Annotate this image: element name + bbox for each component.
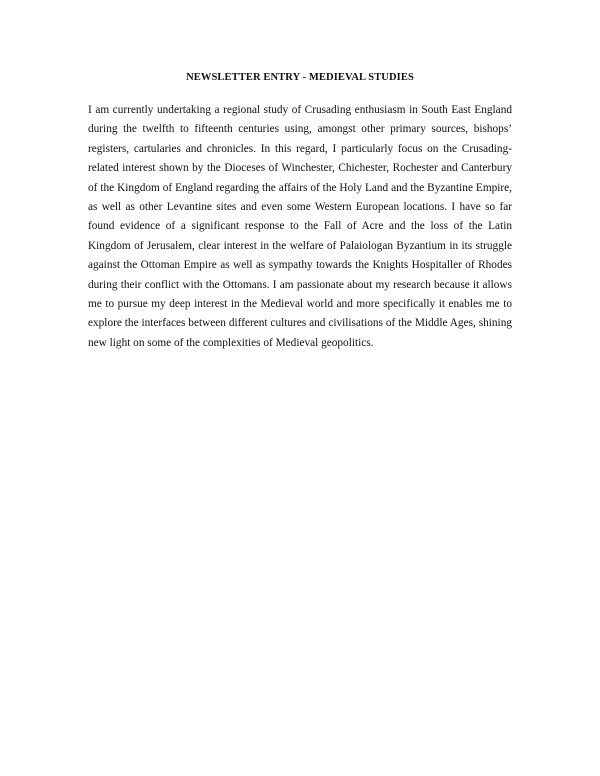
document-title: NEWSLETTER ENTRY - MEDIEVAL STUDIES (186, 72, 414, 83)
body-paragraph: I am currently undertaking a regional study of Crusading enthusiasm in South East England during the twelfth to fifteenth centuries using, amongst other primary sources, bishops’ registers, cartularies and chronicles. In this regard, I particularly focus on the Crusading-related interest shown by the Dioceses of Winchester, Chichester, Rochester and Canterbury of the Kingdom of England regarding the affairs of the Holy Land and the Byzantine Empire, as well as other Levantine sites and even some Western European locations. I have so far found evidence of a significant response to the Fall of Acre and the loss of the Latin Kingdom of Jerusalem, clear interest in the welfare of Palaiologan Byzantium in its struggle against the Ottoman Empire as well as sympathy towards the Knights Hospitaller of Rhodes during their conflict with the Ottomans. I am passionate about my research because it allows me to pursue my deep interest in the Medieval world and more specifically it enables me to explore the interfaces between different cultures and civilisations of the Middle Ages, shining new light on some of the complexities of Medieval geopolitics. (88, 104, 512, 349)
